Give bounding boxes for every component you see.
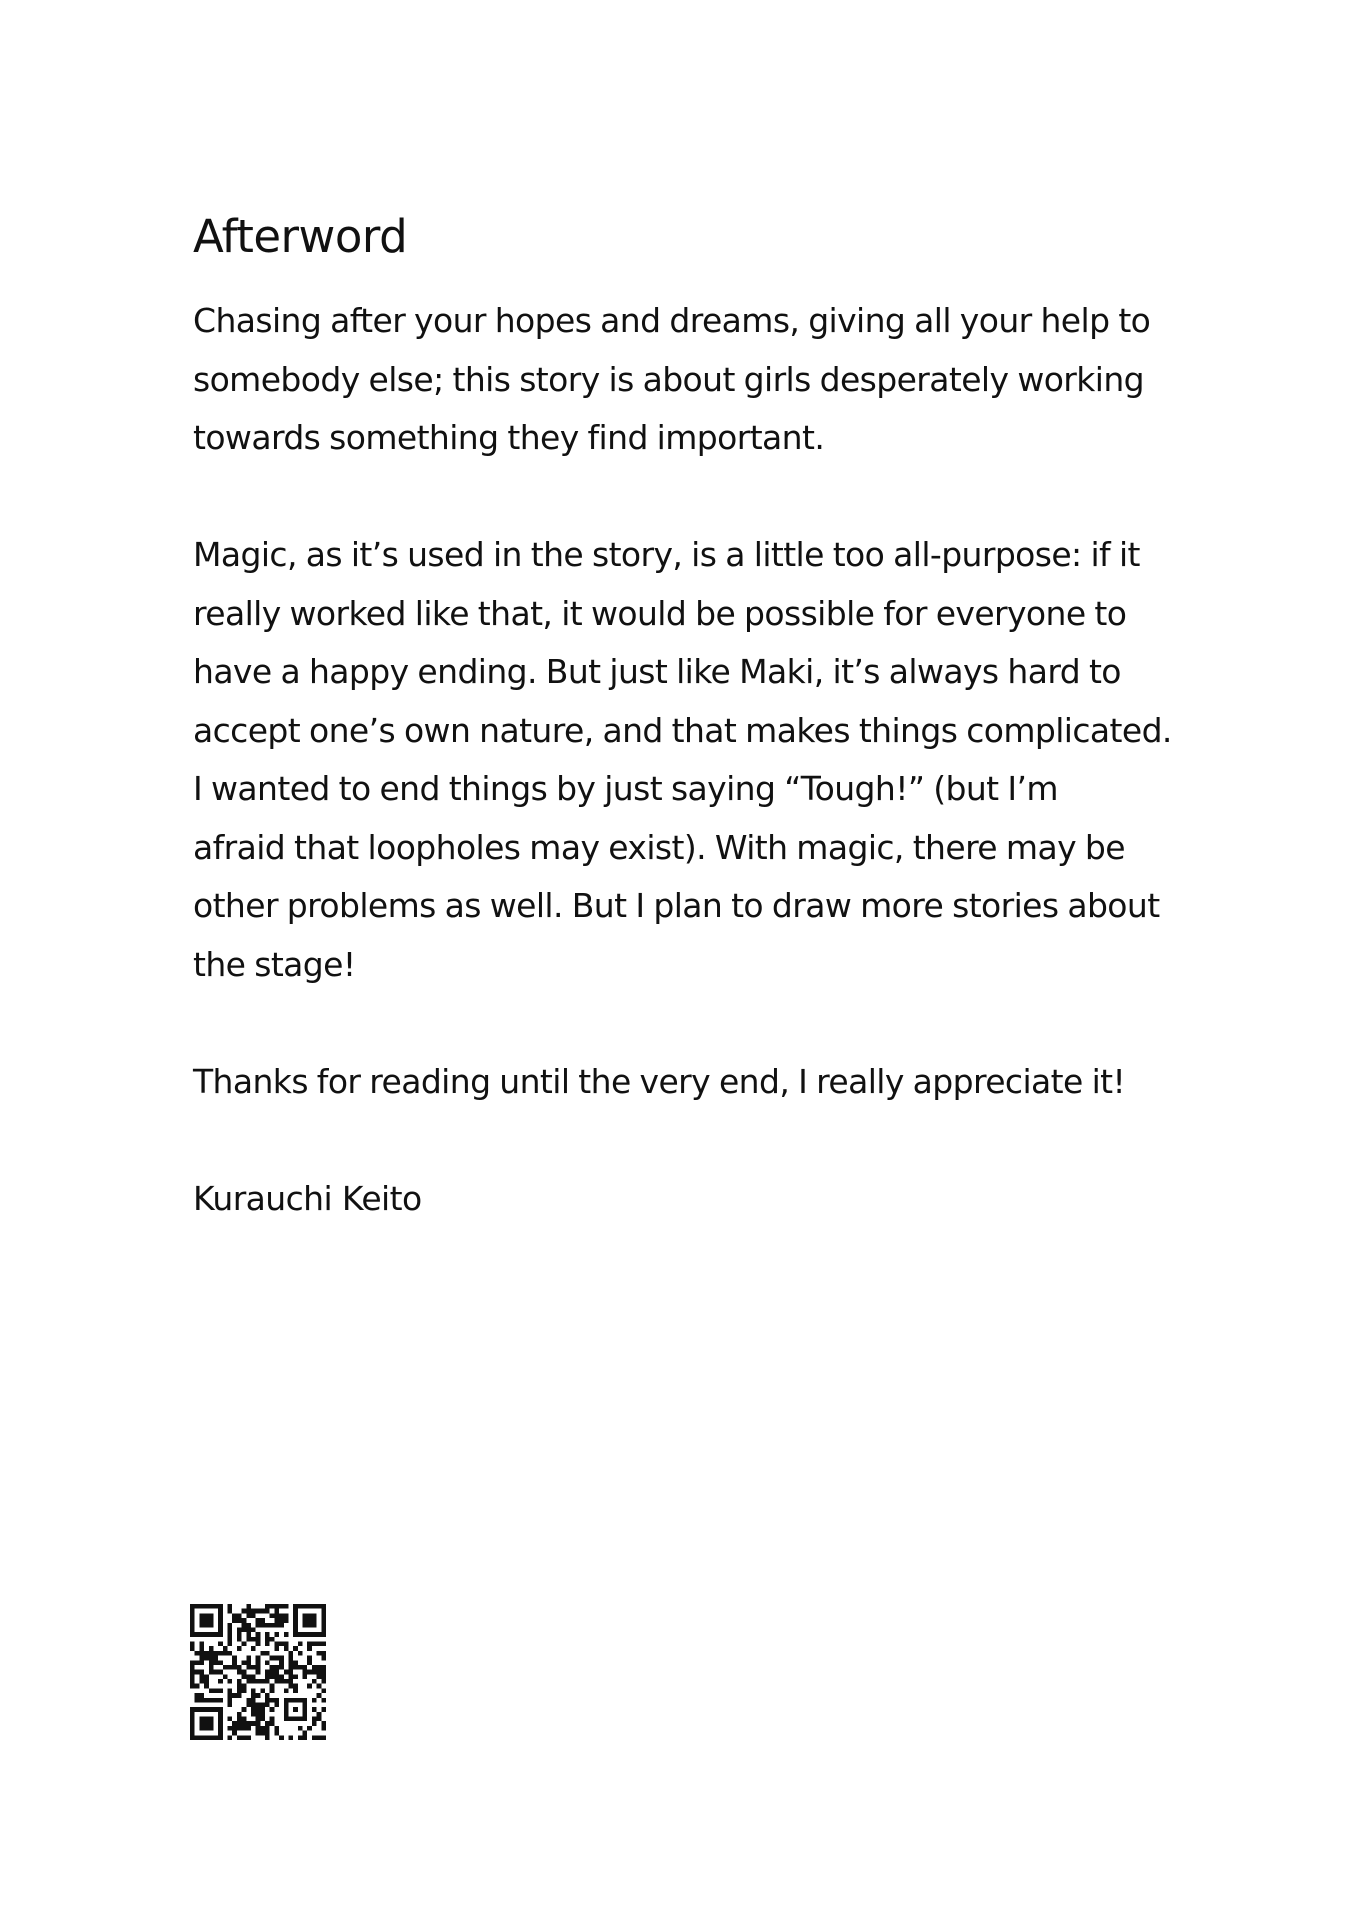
paragraph-line: other problems as well. But I plan to draw more stories about: [193, 886, 1160, 925]
paragraph-3: [193, 1053, 1173, 1112]
paragraph-gap: [193, 468, 1173, 527]
paragraph-line: Chasing after your hopes and dreams, giving all your help to: [193, 301, 1151, 340]
paragraph-line: have a happy ending. But just like Maki, it’s always hard to: [193, 652, 1121, 691]
afterword-content: [193, 210, 1173, 1228]
paragraph-line: really worked like that, it would be possible for everyone to: [193, 593, 1127, 633]
paragraph-gap: [193, 994, 1173, 1053]
paragraph-line: I wanted to end things by just saying “Tough!” (but I’m: [193, 769, 1058, 808]
paragraph-line: afraid that loopholes may exist). With magic, there may be: [193, 827, 1125, 867]
qr-code-icon[interactable]: [190, 1604, 326, 1740]
paragraph-line: somebody else; this story is about girls desperately working: [193, 359, 1145, 399]
paragraph-line: the stage!: [193, 944, 356, 984]
paragraph-line: accept one’s own nature, and that makes things complicated.: [193, 710, 1172, 750]
author-signature: Kurauchi Keito: [193, 1178, 422, 1218]
paragraph-2: [193, 526, 1173, 994]
paragraph-1: [193, 292, 1173, 468]
paragraph-line: Thanks for reading until the very end, I really appreciate it!: [193, 1061, 1126, 1101]
paragraph-gap: [193, 1111, 1173, 1170]
page-title: Afterword: [193, 210, 408, 263]
paragraph-line: Magic, as it’s used in the story, is a little too all-purpose: if it: [193, 535, 1140, 574]
paragraph-line: towards something they find important.: [193, 418, 825, 457]
